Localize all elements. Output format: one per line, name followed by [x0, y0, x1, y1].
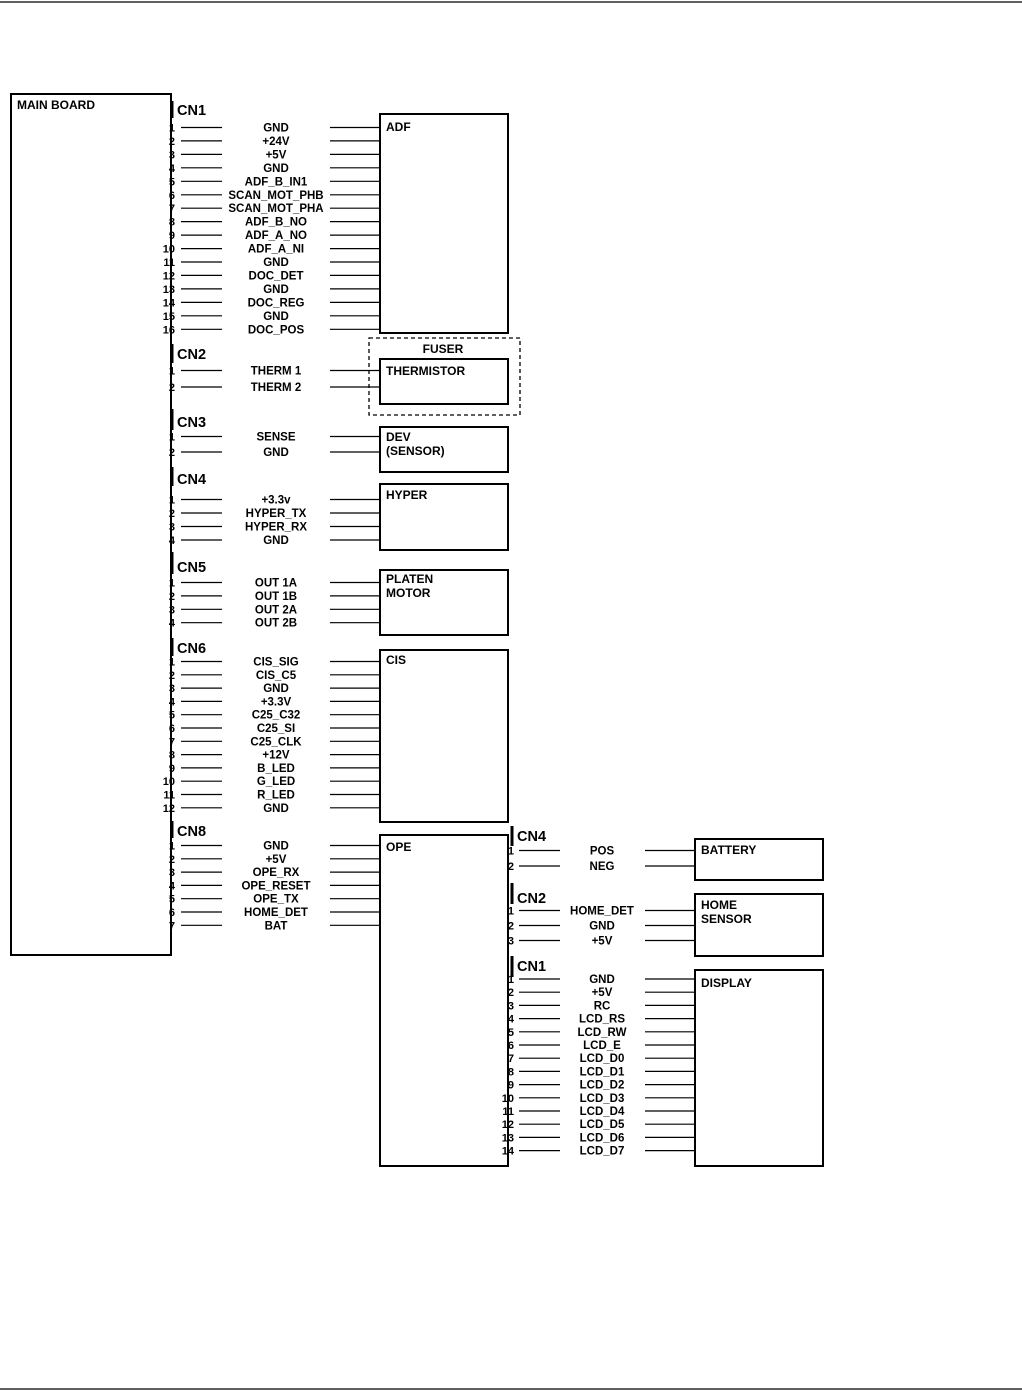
pin-number: 2 — [168, 853, 175, 866]
hyper-label: HYPER — [386, 488, 428, 502]
pin-number: 12 — [501, 1119, 514, 1132]
pin-number: 11 — [163, 257, 175, 269]
pin-number: 5 — [168, 709, 175, 722]
signal-label: POS — [589, 845, 615, 858]
battery-label: BATTERY — [701, 843, 757, 857]
pin-number: 1 — [168, 840, 175, 853]
pin-number: 12 — [162, 802, 175, 815]
signal-label: ADF_A_NO — [245, 230, 307, 243]
signal-label: +3.3V — [260, 696, 292, 709]
ope-box — [380, 835, 508, 1166]
signal-label: LCD_D2 — [579, 1079, 625, 1092]
signal-label: LCD_RS — [578, 1013, 626, 1026]
signal-label: OUT 1A — [254, 577, 298, 590]
signal-label: ADF_B_IN1 — [244, 176, 308, 189]
pin-number: 2 — [168, 447, 175, 459]
cis-box — [380, 650, 508, 822]
pin-number: 6 — [168, 907, 175, 919]
signal-label: G_LED — [256, 776, 296, 789]
main-board-label: MAIN BOARD — [17, 98, 95, 112]
display-label: DISPLAY — [701, 976, 752, 990]
pin-number: 2 — [168, 590, 175, 603]
signal-label: HYPER_TX — [245, 508, 307, 520]
ope-cn4-group — [508, 826, 695, 873]
pin-number: 7 — [168, 920, 175, 933]
adf-label: ADF — [386, 120, 411, 134]
signal-label: GND — [263, 162, 289, 175]
main-cn1-label: CN1 — [177, 103, 207, 119]
signal-label: C25_CLK — [250, 736, 302, 749]
signal-label: DOC_DET — [248, 270, 304, 283]
signal-label: OPE_TX — [253, 893, 299, 906]
pin-number: 6 — [168, 723, 175, 735]
pin-number: 3 — [168, 867, 175, 880]
pin-number: 1 — [507, 845, 514, 858]
pin-number: 4 — [168, 162, 175, 175]
signal-label: NEG — [589, 861, 615, 873]
signal-label: HYPER_RX — [245, 521, 307, 534]
signal-label: HOME_DET — [244, 907, 308, 919]
main-cn2-label: CN2 — [177, 347, 207, 363]
pin-number: 3 — [168, 149, 175, 162]
pin-number: 3 — [168, 604, 175, 617]
ope-cn4-label: CN4 — [517, 829, 547, 845]
pin-number: 1 — [168, 365, 175, 378]
signal-label: ADF_B_NO — [245, 216, 307, 229]
platen-motor-box — [380, 570, 508, 635]
main-cn6-group — [163, 638, 380, 815]
pin-number: 15 — [162, 310, 175, 323]
adf-box — [380, 114, 508, 333]
fuser-label: FUSER — [422, 342, 464, 356]
pin-number: 2 — [168, 669, 175, 682]
main-cn8-label: CN8 — [177, 824, 207, 840]
hyper-box — [380, 484, 508, 550]
signal-label: LCD_D1 — [579, 1066, 625, 1079]
pin-number: 3 — [168, 683, 175, 696]
signal-label: SENSE — [256, 431, 296, 444]
pin-number: 7 — [168, 736, 175, 749]
signal-label: THERM 1 — [250, 365, 302, 378]
pin-number: 4 — [168, 880, 175, 893]
main-cn5-label: CN5 — [177, 560, 207, 576]
main-board-box — [11, 94, 171, 955]
signal-label: GND — [589, 920, 615, 933]
signal-label: THERM 2 — [250, 382, 302, 394]
signal-label: LCD_D7 — [579, 1145, 625, 1158]
pin-number: 4 — [168, 535, 175, 547]
pin-number: 2 — [168, 382, 175, 394]
main-cn8-group — [169, 821, 380, 932]
signal-label: GND — [263, 802, 289, 815]
home-sensor-box — [695, 894, 823, 956]
pin-number: 11 — [502, 1106, 514, 1118]
pin-number: 8 — [507, 1066, 514, 1079]
pin-number: 5 — [168, 176, 175, 189]
signal-label: LCD_D6 — [579, 1132, 625, 1145]
signal-label: CIS_C5 — [255, 669, 297, 682]
signal-label: +5V — [591, 935, 613, 948]
pin-number: 16 — [162, 324, 175, 337]
pin-number: 7 — [507, 1053, 514, 1066]
pin-number: 6 — [507, 1040, 514, 1052]
signal-label: RC — [593, 1000, 611, 1013]
signal-label: LCD_D5 — [579, 1119, 625, 1132]
pin-number: 1 — [507, 974, 514, 986]
fuser-group — [369, 338, 520, 415]
signal-label: C25_C32 — [251, 709, 301, 722]
signal-label: ADF_A_NI — [247, 243, 305, 256]
pin-number: 1 — [507, 905, 514, 918]
signal-label: HOME_DET — [570, 905, 634, 918]
signal-label: +5V — [591, 987, 613, 1000]
pin-number: 9 — [507, 1079, 514, 1092]
ope-cn1-group — [502, 956, 695, 1158]
signal-label: OPE_RX — [252, 867, 300, 880]
platen-label: PLATEN — [386, 572, 434, 586]
pin-number: 3 — [507, 1000, 514, 1013]
pin-number: 8 — [168, 216, 175, 229]
pin-number: 4 — [168, 617, 175, 630]
signal-label: SCAN_MOT_PHA — [228, 203, 324, 216]
pin-number: 7 — [168, 203, 175, 216]
pin-number: 1 — [168, 494, 175, 507]
signal-label: LCD_D4 — [579, 1106, 625, 1118]
main-cn4-label: CN4 — [177, 472, 207, 488]
signal-label: +12V — [262, 749, 290, 762]
signal-label: GND — [263, 535, 289, 547]
signal-label: +5V — [265, 149, 287, 162]
pin-number: 14 — [501, 1145, 514, 1158]
dev-sensor-box — [380, 427, 508, 472]
pin-number: 9 — [168, 762, 175, 775]
signal-label: LCD_E — [583, 1040, 621, 1052]
pin-number: 1 — [168, 656, 175, 669]
ope-cn2-group — [508, 883, 695, 948]
pin-number: 8 — [168, 749, 175, 762]
battery-box — [695, 839, 823, 880]
signal-label: R_LED — [257, 789, 295, 802]
pin-number: 2 — [507, 861, 514, 873]
signal-label: B_LED — [257, 762, 295, 775]
pin-number: 11 — [163, 789, 175, 802]
display-box — [695, 970, 823, 1166]
ope-cn1-label: CN1 — [517, 959, 547, 975]
pin-number: 2 — [507, 920, 514, 933]
ope-label: OPE — [386, 840, 412, 854]
home-label: HOME — [701, 898, 737, 912]
signal-label: GND — [263, 257, 289, 269]
cis-label: CIS — [386, 653, 407, 667]
main-cn3-group — [169, 409, 380, 459]
signal-label: +24V — [262, 135, 290, 148]
pin-number: 13 — [501, 1132, 514, 1145]
main-cn3-label: CN3 — [177, 415, 207, 431]
main-cn2-group — [169, 344, 380, 394]
pin-number: 4 — [168, 696, 175, 709]
pin-number: 1 — [168, 431, 175, 444]
signal-label: BAT — [264, 920, 288, 933]
sensor-label: SENSOR — [701, 912, 752, 926]
main-cn6-label: CN6 — [177, 641, 207, 657]
signal-label: GND — [263, 447, 289, 459]
pin-number: 2 — [168, 508, 175, 520]
signal-label: OUT 2A — [254, 604, 298, 617]
signal-label: OPE_RESET — [241, 880, 311, 893]
signal-label: C25_SI — [256, 723, 296, 735]
thermistor-label: THERMISTOR — [386, 364, 466, 378]
motor-label: MOTOR — [386, 586, 431, 600]
pin-number: 10 — [162, 243, 175, 256]
dev-label: DEV — [386, 430, 411, 444]
pin-number: 10 — [162, 776, 175, 789]
main-cn1-group — [163, 101, 380, 336]
pin-number: 5 — [507, 1026, 514, 1039]
signal-label: GND — [263, 310, 289, 323]
pin-number: 13 — [162, 283, 175, 296]
signal-label: LCD_D0 — [579, 1053, 625, 1066]
pin-number: 9 — [168, 230, 175, 243]
main-cn4-group — [169, 467, 380, 547]
pin-number: 6 — [168, 189, 175, 202]
pin-number: 12 — [162, 270, 175, 283]
signal-label: LCD_RW — [577, 1026, 627, 1039]
pin-number: 3 — [507, 935, 514, 948]
signal-label: LCD_D3 — [579, 1092, 625, 1105]
pin-number: 2 — [168, 135, 175, 148]
pin-number: 1 — [168, 122, 175, 135]
ope-cn2-label: CN2 — [517, 891, 547, 907]
signal-label: GND — [263, 840, 289, 853]
signal-label: GND — [263, 122, 289, 135]
signal-label: CIS_SIG — [253, 656, 299, 669]
pin-number: 3 — [168, 521, 175, 534]
signal-label: GND — [263, 683, 289, 696]
pin-number: 4 — [507, 1013, 514, 1026]
signal-label: GND — [589, 974, 615, 986]
signal-label: DOC_POS — [247, 324, 305, 337]
pin-number: 5 — [168, 893, 175, 906]
signal-label: +3.3v — [261, 494, 291, 507]
dev-sensor-label: (SENSOR) — [386, 444, 445, 458]
signal-label: SCAN_MOT_PHB — [228, 189, 324, 202]
main-cn5-group — [169, 552, 380, 630]
pin-number: 1 — [168, 577, 175, 590]
signal-label: OUT 2B — [254, 617, 298, 630]
pin-number: 14 — [162, 297, 175, 310]
signal-label: +5V — [265, 853, 287, 866]
signal-label: OUT 1B — [254, 590, 298, 603]
signal-label: DOC_REG — [247, 297, 305, 310]
pin-number: 10 — [501, 1092, 514, 1105]
signal-label: GND — [263, 283, 289, 296]
pin-number: 2 — [507, 987, 514, 1000]
